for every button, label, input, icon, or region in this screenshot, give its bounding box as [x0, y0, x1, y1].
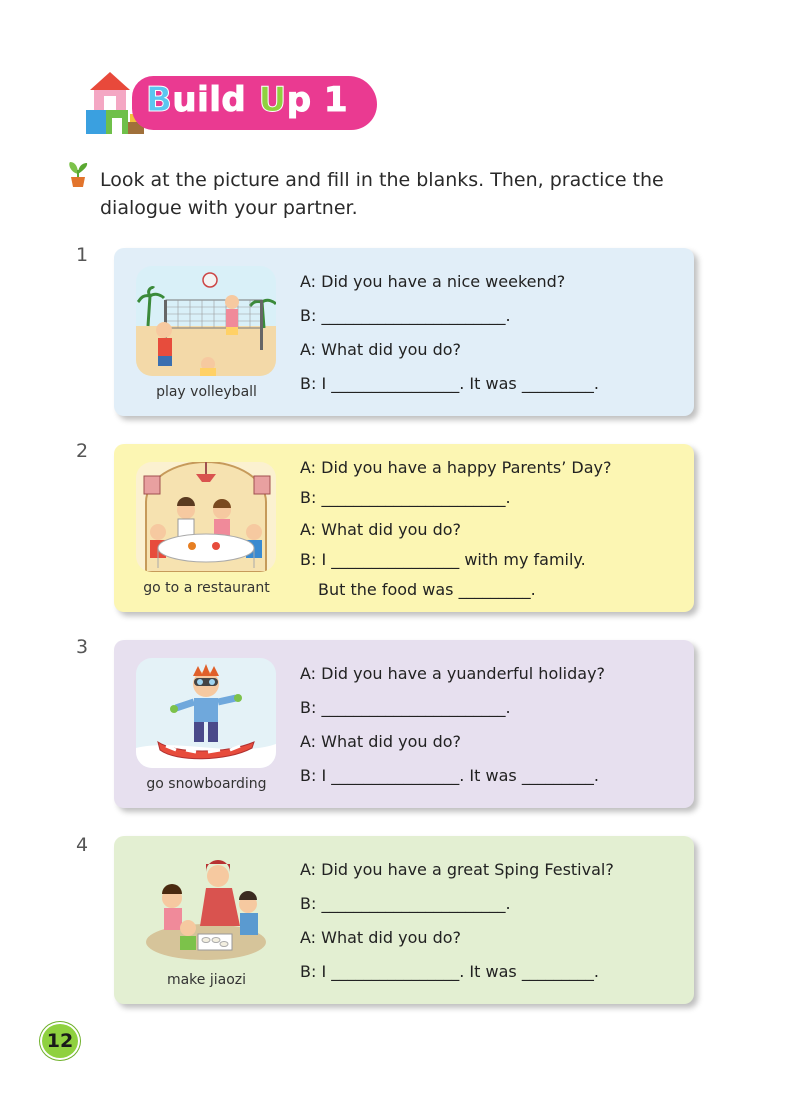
section-header [82, 60, 382, 140]
dialogue-line: B: _______________________. [300, 488, 511, 507]
page-number-badge [40, 1022, 80, 1060]
volleyball-illustration [136, 266, 276, 376]
dialogue-line: A: Did you have a happy Parents’ Day? [300, 458, 612, 477]
exercise-card-2 [114, 444, 694, 612]
dialogue-line: A: What did you do? [300, 732, 462, 751]
exercise-card-3 [114, 640, 694, 808]
dialogue-line: B: _______________________. [300, 894, 511, 913]
instruction-text: Look at the picture and fill in the blanks. Then, practice the dialogue with your partner. [100, 169, 664, 219]
dialogue-line: A: What did you do? [300, 520, 462, 539]
page-number: 12 [46, 1030, 74, 1052]
dialogue-line: B: I ________________. It was _________. [300, 962, 599, 981]
picture-caption-4: make jiaozi [166, 972, 247, 988]
exercise-number-1: 1 [76, 244, 89, 266]
page-title [146, 80, 348, 120]
exercise-number-4: 4 [76, 834, 89, 856]
jiaozi-illustration [136, 854, 276, 964]
title-letter-u: U [258, 80, 287, 120]
exercise-card-1 [114, 248, 694, 416]
snowboarding-illustration [136, 658, 276, 768]
dialogue-line: B: _______________________. [300, 698, 511, 717]
dialogue-line: A: What did you do? [300, 340, 462, 359]
dialogue-line: A: What did you do? [300, 928, 462, 947]
picture-caption-2: go to a restaurant [143, 580, 270, 596]
dialogue-line: A: Did you have a yuanderful holiday? [300, 664, 606, 683]
title-part-2: p 1 [286, 80, 349, 120]
dialogue-line: B: I ________________. It was _________. [300, 766, 599, 785]
dialogue-line: B: I ________________. It was _________. [300, 374, 599, 393]
title-letter-b: B [146, 80, 173, 120]
sprout-icon [66, 158, 90, 188]
title-part-1: uild [172, 80, 259, 120]
dialogue-line: But the food was _________. [318, 580, 536, 599]
picture-caption-3: go snowboarding [146, 776, 267, 792]
picture-caption-1: play volleyball [156, 384, 257, 400]
exercise-number-3: 3 [76, 636, 89, 658]
restaurant-illustration [136, 462, 276, 572]
dialogue-line: B: I ________________ with my family. [300, 550, 586, 569]
exercise-number-2: 2 [76, 440, 89, 462]
dialogue-line: B: _______________________. [300, 306, 511, 325]
dialogue-line: A: Did you have a nice weekend? [300, 272, 566, 291]
dialogue-line: A: Did you have a great Sping Festival? [300, 860, 614, 879]
exercise-card-4 [114, 836, 694, 1004]
